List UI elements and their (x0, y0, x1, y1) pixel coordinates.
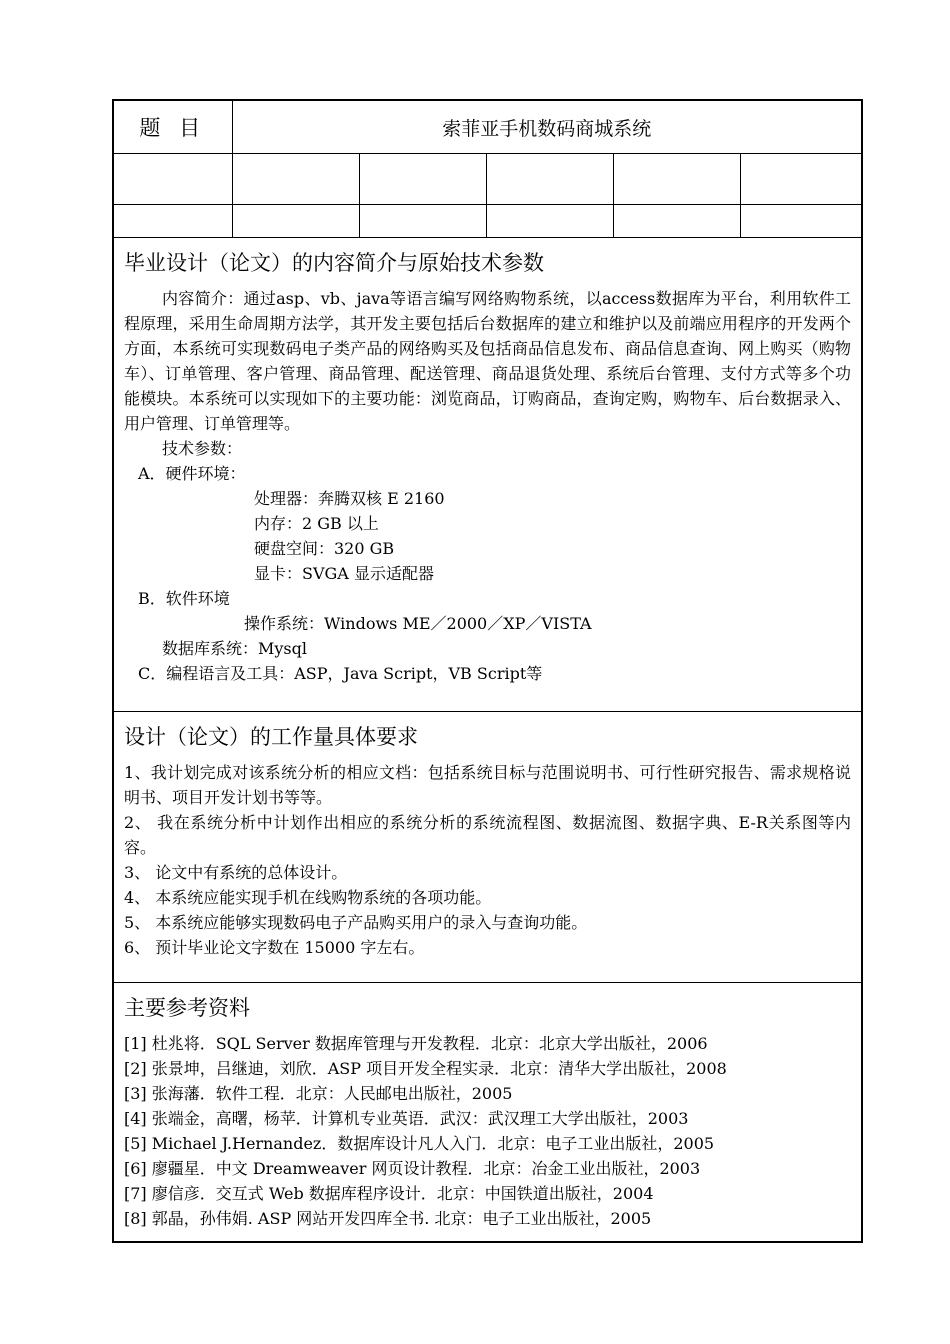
workload-heading: 设计（论文）的工作量具体要求 (124, 725, 418, 749)
blank-cell (232, 154, 359, 205)
reference-item: [3] 张海藩．软件工程．北京：人民邮电出版社，2005 (124, 1084, 513, 1103)
software-db: 数据库系统：Mysql (162, 639, 307, 658)
software-label: B．软件环境 (138, 589, 230, 608)
blank-cell (613, 154, 740, 205)
reference-item: [4] 张端金，高曙，杨苹．计算机专业英语．武汉：武汉理工大学出版社，2003 (124, 1109, 689, 1128)
references-heading: 主要参考资料 (124, 996, 250, 1020)
thesis-task-form (112, 99, 863, 1243)
blank-cell (113, 205, 232, 238)
workload-item: 3、 论文中有系统的总体设计。 (124, 863, 348, 882)
blank-cell (486, 205, 613, 238)
hardware-cpu: 处理器：奔腾双核 E 2160 (254, 489, 445, 508)
reference-item: [7] 廖信彦．交互式 Web 数据库程序设计．北京：中国铁道出版社，2004 (124, 1184, 654, 1203)
hardware-label: A．硬件环境： (138, 464, 246, 483)
reference-item: [1] 杜兆将．SQL Server 数据库管理与开发教程．北京：北京大学出版社，2006 (124, 1034, 708, 1053)
topic-label: 题 目 (113, 100, 232, 154)
blank-cell (613, 205, 740, 238)
workload-section (113, 712, 862, 983)
workload-item: 6、 预计毕业论文字数在 15000 字左右。 (124, 938, 425, 957)
blank-cell (740, 205, 862, 238)
software-os: 操作系统：Windows ME／2000／XP／VISTA (244, 614, 592, 633)
blank-cell (486, 154, 613, 205)
thesis-title: 索菲亚手机数码商城系统 (232, 100, 862, 154)
hardware-display: 显卡：SVGA 显示适配器 (254, 564, 434, 583)
content-section (113, 238, 862, 712)
hardware-disk: 硬盘空间：320 GB (254, 539, 395, 558)
hardware-memory: 内存：2 GB 以上 (254, 514, 379, 533)
blank-cell (740, 154, 862, 205)
workload-item: 5、 本系统应能够实现数码电子产品购买用户的录入与查询功能。 (124, 913, 588, 932)
content-intro: 内容简介：通过asp、vb、java等语言编写网络购物系统，以access数据库为平台，利用软件工程原理，采用生命周期方法学，其开发主要包括后台数据库的建立和维护以及前端应用程序的开发两个方面，本系统可实现数码电子类产品的网络购买及包括商品信息发布、商品信息查询、网上购买（购物车）、订单管理、客户管理、商品管理、配送管理、商品退货处理、系统后台管理、支付方式等多个功能模块。本系统可以实现如下的主要功能：浏览商品，订购商品，查询定购，购物车、后台数据录入、用户管理、订单管理等。 (124, 289, 852, 433)
reference-item: [6] 廖疆星．中文 Dreamweaver 网页设计教程．北京：冶金工业出版社，2003 (124, 1159, 701, 1178)
blank-cell (232, 205, 359, 238)
reference-item: [5] Michael J.Hernandez．数据库设计凡人入门．北京：电子工业出版社，2005 (124, 1134, 715, 1153)
content-heading: 毕业设计（论文）的内容简介与原始技术参数 (124, 251, 544, 275)
workload-item: 1、我计划完成对该系统分析的相应文档：包括系统目标与范围说明书、可行性研究报告、需求规格说明书、项目开发计划书等等。 (124, 763, 852, 807)
workload-item: 4、 本系统应能实现手机在线购物系统的各项功能。 (124, 888, 492, 907)
blank-cell (359, 154, 486, 205)
blank-cell (359, 205, 486, 238)
references-section (113, 983, 862, 1243)
reference-item: [2] 张景坤，吕继迪，刘欣．ASP 项目开发全程实录．北京：清华大学出版社，2008 (124, 1059, 727, 1078)
workload-item: 2、 我在系统分析中计划作出相应的系统分析的系统流程图、数据流图、数据字典、E-R关系图等内容。 (124, 813, 852, 857)
programming-tools: C．编程语言及工具：ASP，Java Script，VB Script等 (138, 664, 543, 683)
blank-cell (113, 154, 232, 205)
tech-label: 技术参数： (162, 439, 243, 458)
reference-item: [8] 郭晶，孙伟娟. ASP 网站开发四库全书. 北京：电子工业出版社，2005 (124, 1209, 652, 1228)
